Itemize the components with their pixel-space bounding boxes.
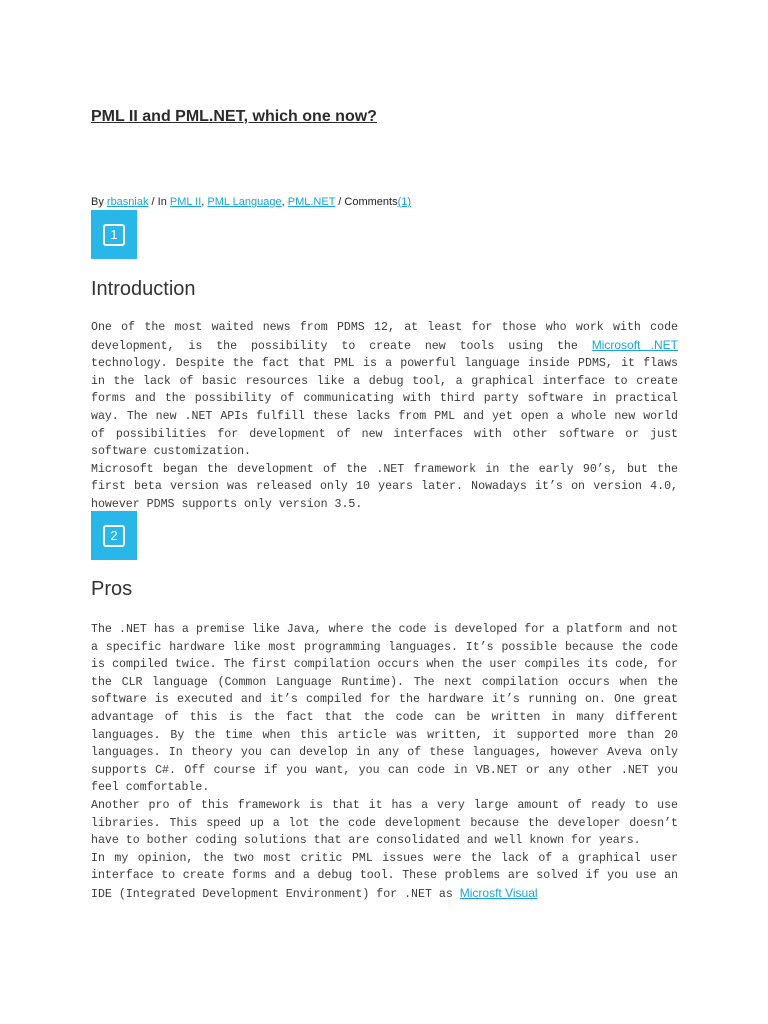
section-body-pros	[91, 621, 678, 904]
section-heading-introduction: Introduction	[91, 278, 196, 300]
number-2-icon: 2	[103, 525, 125, 547]
article-byline	[91, 196, 411, 208]
paragraph: Another pro of this framework is that it has a very large amount of ready to use libraries. This speed up a lot the code development because the developer doesn’t have to bother coding solutions that are consolidated and well known for years.	[91, 798, 678, 848]
section-number-badge	[91, 511, 137, 560]
paragraph-text: One of the most waited news from PDMS 12, at least for those who work with code development, is the possibility to create new tools using the	[91, 321, 678, 353]
number-1-icon: 1	[103, 224, 125, 246]
section-number-badge	[91, 210, 137, 259]
article-title[interactable]: PML II and PML.NET, which one now?	[91, 108, 377, 125]
byline-separator: ,	[281, 196, 288, 208]
paragraph-text: technology. Despite the fact that PML is a powerful language inside PDMS, it flaws in the lack of basic resources like a debug tool, a graphical interface to create forms and the possibility of communicating with third party software in practical way. The new .NET APIs fulfill these lacks from PML and yet open a whole new world of possibilities for development of new interfaces with other software or just software customization.	[91, 357, 678, 459]
byline-comments-label: / Comments	[335, 196, 398, 208]
author-link[interactable]: rbasniak	[106, 196, 149, 208]
paragraph	[91, 850, 678, 904]
section-body-introduction	[91, 319, 678, 514]
comments-count-link[interactable]: (1)	[397, 196, 412, 208]
microsoft-visual-link[interactable]: Microsft Visual	[459, 885, 538, 900]
category-link-pml-ii[interactable]: PML II	[169, 196, 202, 208]
category-link-pml-language[interactable]: PML Language	[207, 196, 282, 208]
paragraph	[91, 319, 678, 461]
byline-by: By	[91, 196, 107, 208]
section-heading-pros: Pros	[91, 578, 133, 600]
microsoft-net-link[interactable]: Microsoft .NET	[591, 337, 678, 352]
paragraph: Microsoft began the development of the .NET framework in the early 90’s, but the first beta version was released only 10 years later. Nowadays it’s on version 4.0, however PDMS supports only version 3.5.	[91, 462, 678, 511]
byline-separator: ,	[201, 196, 208, 208]
paragraph: The .NET has a premise like Java, where the code is developed for a platform and not a specific hardware like most programming languages. It’s possible because the code is compiled twice. The first compilation occurs when the user compiles its code, for the CLR language (Common Language Runtime). The next compilation occurs when the software is executed and it’s compiled for the hardware it’s running on. One great advantage of this is the fact that the code can be written in many different languages. By the time when this article was written, it supported more than 20 languages. In theory you can develop in any of these languages, however Aveva only supports C#. Off course if you want, you can code in VB.NET or any other .NET you feel comfortable.	[91, 623, 678, 795]
paragraph-text: In my opinion, the two most critic PML issues were the lack of a graphical user interface to create forms and a debug tool. These problems are solved if you use an IDE (Integrated Development Environment) for .NET as	[91, 851, 678, 901]
category-link-pml-net[interactable]: PML.NET	[287, 196, 336, 208]
byline-in: / In	[148, 196, 170, 208]
